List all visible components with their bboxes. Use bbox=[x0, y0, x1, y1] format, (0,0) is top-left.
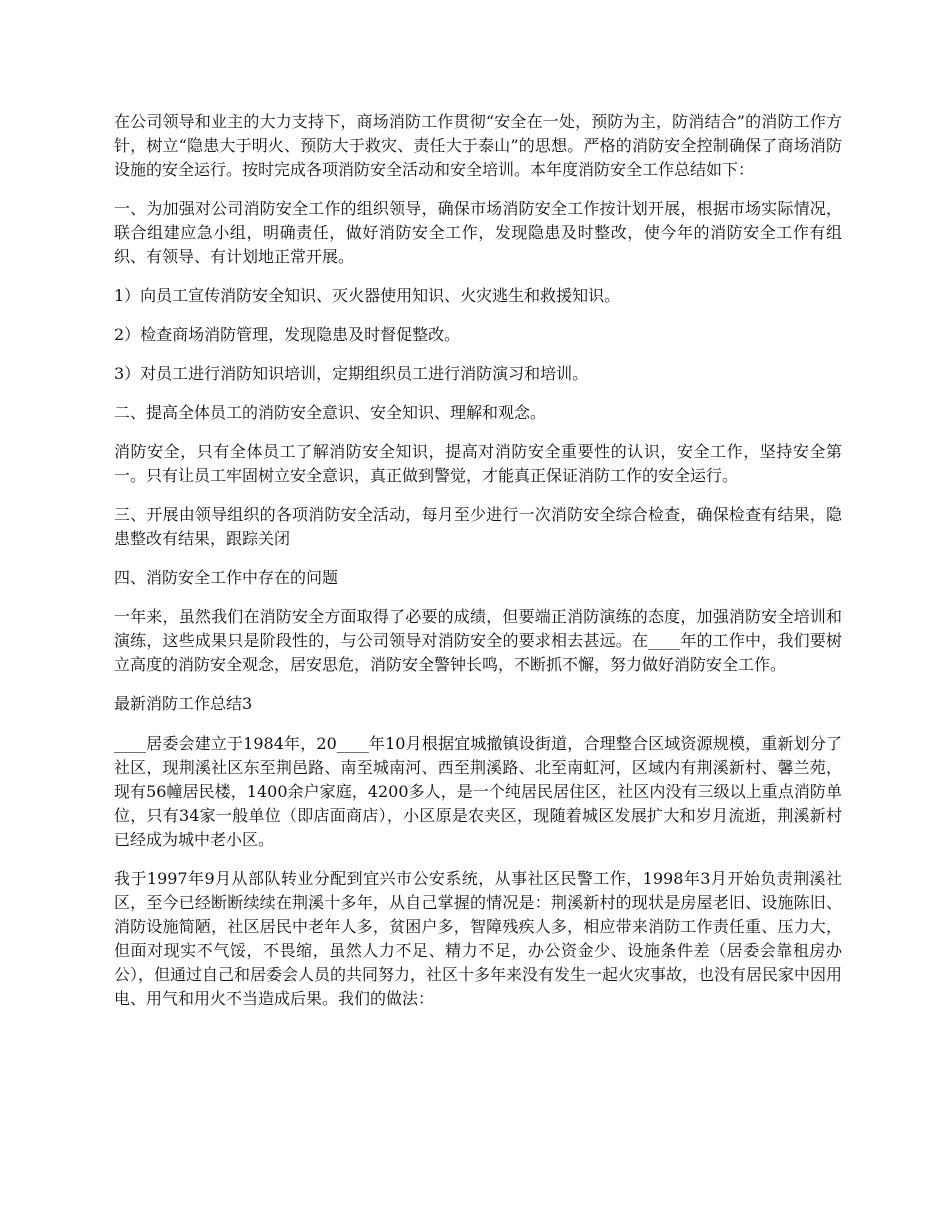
section-one-paragraph: 一、为加强对公司消防安全工作的组织领导，确保市场消防安全工作按计划开展，根据市场实际情况，联合组建应急小组，明确责任，做好消防安全工作，发现隐患及时整改，使今年的消防安全工作有组织、有领导、有计划地正常开展。 bbox=[114, 199, 842, 266]
document-page bbox=[114, 110, 842, 1026]
section-three-paragraph: 三、开展由领导组织的各项消防安全活动，每月至少进行一次消防安全综合检查，确保检查有结果，隐患整改有结果，跟踪关闭 bbox=[114, 505, 842, 548]
officer-paragraph: 我于1997年9月从部队转业分配到宜兴市公安系统，从事社区民警工作，1998年3月开始负责荆溪社区，至今已经断断续续在荆溪十多年，从自己掌握的情况是：荆溪新村的现状是房屋老旧、设施陈旧、消防设施简陋，社区居民中老年人多，贫困户多，智障残疾人多，相应带来消防工作责任重、压力大，但面对现实不气馁，不畏缩，虽然人力不足、精力不足，办公资金少、设施条件差（居委会靠租房办公），但通过自己和居委会人员的共同努力，社区十多年来没有发生一起火灾事故，也没有居民家中因用电、用气和用火不当造成后果。我们的做法： bbox=[114, 869, 843, 1008]
summary-3-title: 最新消防工作总结3 bbox=[114, 694, 253, 713]
list-item-3: 3）对员工进行消防知识培训，定期组织员工进行消防演习和培训。 bbox=[114, 364, 589, 383]
section-four-heading: 四、消防安全工作中存在的问题 bbox=[114, 568, 339, 587]
community-intro-paragraph: ____居委会建立于1984年，20____年10月根据宜城撤镇设街道，合理整合区域资源规模，重新划分了社区，现荆溪社区东至荆邑路、南至城南河、西至荆溪路、北至南虹河，区域内有荆溪新村、馨兰苑，现有56幢居民楼，1400余户家庭，4200多人，是一个纯居民居住区，社区内没有三级以上重点消防单位，只有34家一般单位（即店面商店），小区原是农夹区，现随着城区发展扩大和岁月流逝，荆溪新村已经成为城中老小区。 bbox=[114, 734, 842, 849]
section-four-paragraph: 一年来，虽然我们在消防安全方面取得了必要的成绩，但要端正消防演练的态度，加强消防安全培训和演练，这些成果只是阶段性的，与公司领导对消防安全的要求相去甚远。在____年的工作中，我们要树立高度的消防安全观念，居安思危，消防安全警钟长鸣，不断抓不懈，努力做好消防安全工作。 bbox=[114, 607, 842, 674]
section-two-heading: 二、提高全体员工的消防安全意识、安全知识、理解和观念。 bbox=[114, 403, 547, 422]
list-item-1: 1）向员工宣传消防安全知识、灭火器使用知识、火灾逃生和救援知识。 bbox=[114, 286, 621, 305]
list-item-2: 2）检查商场消防管理，发现隐患及时督促整改。 bbox=[114, 325, 461, 344]
intro-paragraph: 在公司领导和业主的大力支持下，商场消防工作贯彻“安全在一处，预防为主，防消结合”的消防工作方针，树立“隐患大于明火、预防大于救灾、责任大于泰山”的思想。严格的消防安全控制确保了商场消防设施的安全运行。按时完成各项消防安全活动和安全培训。本年度消防安全工作总结如下： bbox=[114, 112, 842, 179]
section-two-paragraph: 消防安全，只有全体员工了解消防安全知识，提高对消防安全重要性的认识，安全工作，坚持安全第一。只有让员工牢固树立安全意识，真正做到警觉，才能真正保证消防工作的安全运行。 bbox=[114, 442, 842, 485]
